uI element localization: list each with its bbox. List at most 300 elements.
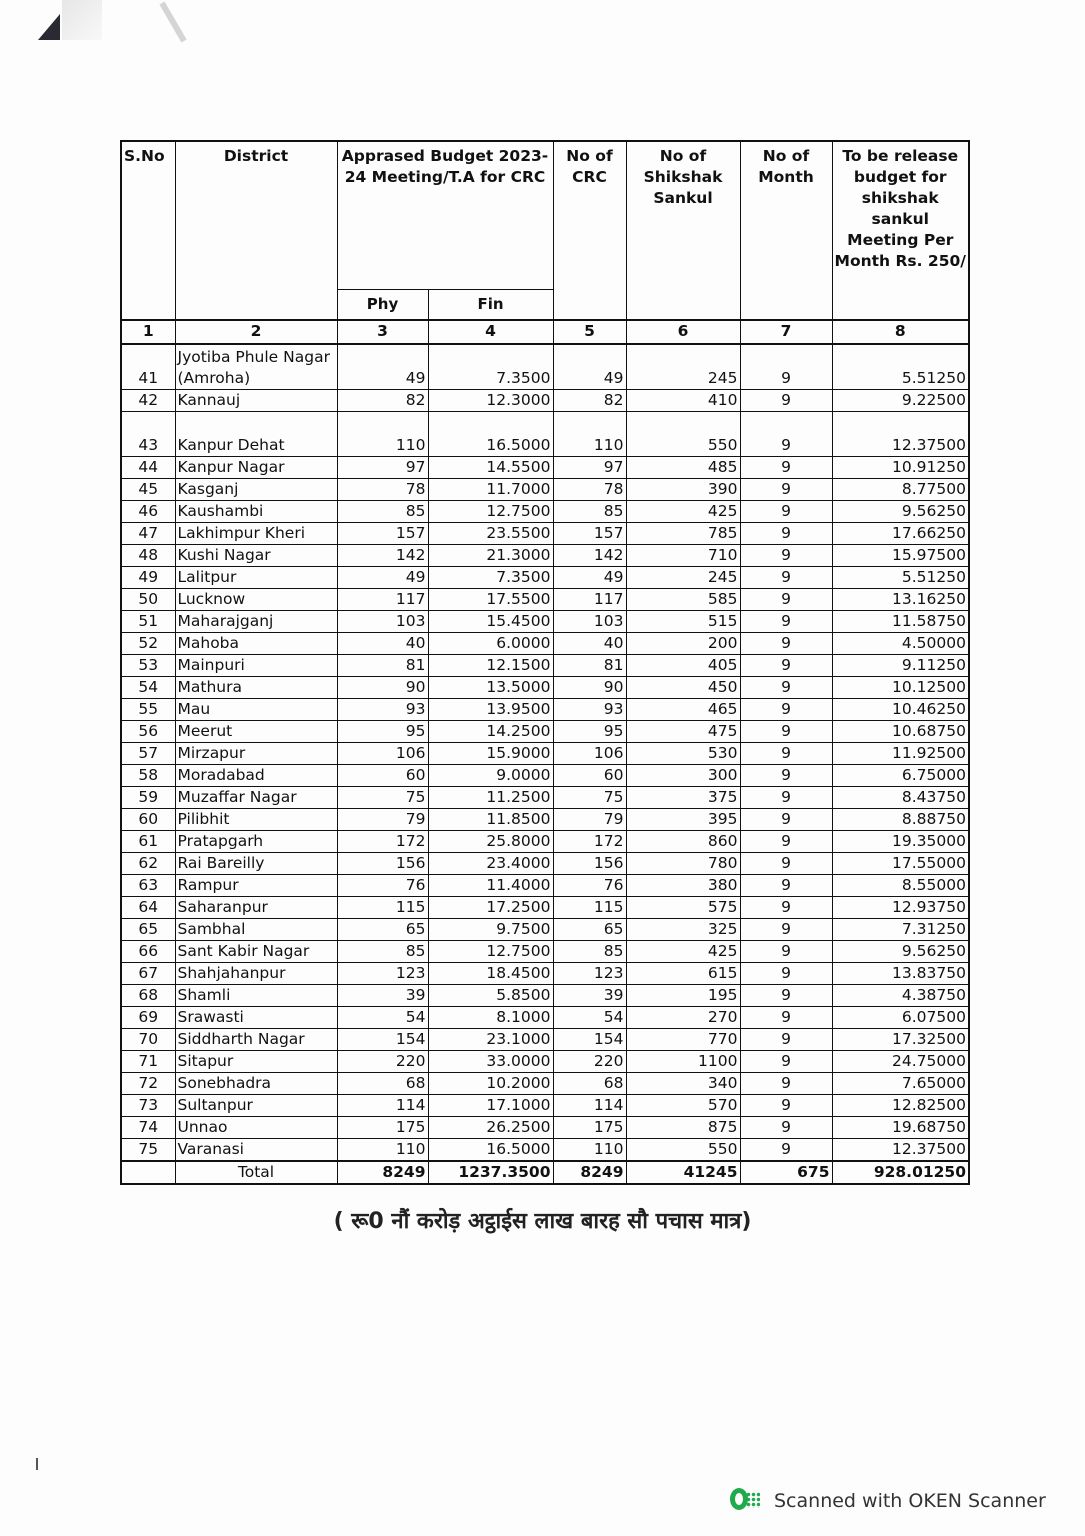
cell-phy: 54 xyxy=(337,1006,428,1028)
total-release: 928.01250 xyxy=(832,1161,969,1184)
cell-month: 9 xyxy=(740,478,832,500)
cell-month: 9 xyxy=(740,500,832,522)
cell-crc: 110 xyxy=(553,1138,626,1161)
cell-month: 9 xyxy=(740,1116,832,1138)
cell-sno: 65 xyxy=(121,918,175,940)
cell-phy: 220 xyxy=(337,1050,428,1072)
cell-sankul: 405 xyxy=(626,654,740,676)
cell-month: 9 xyxy=(740,411,832,456)
header-no-of-shikshak-sankul: No of Shikshak Sankul xyxy=(626,141,740,320)
scan-artifact-corner xyxy=(38,14,60,40)
table-row xyxy=(121,1116,969,1138)
cell-release: 12.37500 xyxy=(832,411,969,456)
cell-phy: 115 xyxy=(337,896,428,918)
cell-release: 10.12500 xyxy=(832,676,969,698)
total-label: Total xyxy=(175,1161,337,1184)
cell-district: Meerut xyxy=(175,720,337,742)
cell-sno: 42 xyxy=(121,389,175,411)
cell-sankul: 395 xyxy=(626,808,740,830)
cell-sno: 70 xyxy=(121,1028,175,1050)
cell-release: 19.35000 xyxy=(832,830,969,852)
cell-month: 9 xyxy=(740,610,832,632)
cell-sno: 53 xyxy=(121,654,175,676)
cell-month: 9 xyxy=(740,676,832,698)
cell-sno: 62 xyxy=(121,852,175,874)
cell-release: 24.75000 xyxy=(832,1050,969,1072)
table-row xyxy=(121,1138,969,1161)
cell-sno: 55 xyxy=(121,698,175,720)
cell-release: 17.32500 xyxy=(832,1028,969,1050)
cell-crc: 172 xyxy=(553,830,626,852)
cell-month: 9 xyxy=(740,456,832,478)
cell-district: Unnao xyxy=(175,1116,337,1138)
cell-sankul: 425 xyxy=(626,940,740,962)
cell-district: Kasganj xyxy=(175,478,337,500)
cell-release: 10.91250 xyxy=(832,456,969,478)
cell-sno: 41 xyxy=(121,344,175,390)
cell-sankul: 270 xyxy=(626,1006,740,1028)
cell-month: 9 xyxy=(740,1094,832,1116)
column-number: 2 xyxy=(175,320,337,344)
cell-crc: 75 xyxy=(553,786,626,808)
cell-phy: 114 xyxy=(337,1094,428,1116)
cell-phy: 39 xyxy=(337,984,428,1006)
cell-crc: 82 xyxy=(553,389,626,411)
cell-phy: 117 xyxy=(337,588,428,610)
cell-release: 17.66250 xyxy=(832,522,969,544)
cell-phy: 76 xyxy=(337,874,428,896)
cell-sno: 51 xyxy=(121,610,175,632)
cell-month: 9 xyxy=(740,896,832,918)
cell-district: Mathura xyxy=(175,676,337,698)
cell-release: 12.93750 xyxy=(832,896,969,918)
table-row xyxy=(121,742,969,764)
cell-crc: 68 xyxy=(553,1072,626,1094)
cell-month: 9 xyxy=(740,566,832,588)
header-fin: Fin xyxy=(428,289,553,320)
table-row xyxy=(121,1050,969,1072)
cell-crc: 117 xyxy=(553,588,626,610)
table-row xyxy=(121,344,969,390)
header-no-of-month: No of Month xyxy=(740,141,832,320)
cell-sno: 47 xyxy=(121,522,175,544)
cell-crc: 110 xyxy=(553,411,626,456)
cell-crc: 175 xyxy=(553,1116,626,1138)
cell-release: 9.56250 xyxy=(832,940,969,962)
amount-in-words: ( रू0 नौं करोड़ अट्ठाईस लाख बारह सौ पचास मात्र) xyxy=(333,1209,752,1234)
cell-sankul: 710 xyxy=(626,544,740,566)
cell-month: 9 xyxy=(740,742,832,764)
table-row xyxy=(121,1028,969,1050)
cell-fin: 8.1000 xyxy=(428,1006,553,1028)
cell-sankul: 375 xyxy=(626,786,740,808)
cell-sankul: 860 xyxy=(626,830,740,852)
cell-month: 9 xyxy=(740,1006,832,1028)
cell-release: 17.55000 xyxy=(832,852,969,874)
cell-fin: 17.2500 xyxy=(428,896,553,918)
cell-district: Lucknow xyxy=(175,588,337,610)
cell-month: 9 xyxy=(740,720,832,742)
cell-district: Rai Bareilly xyxy=(175,852,337,874)
table-row xyxy=(121,676,969,698)
cell-sno: 68 xyxy=(121,984,175,1006)
table-row xyxy=(121,389,969,411)
cell-release: 6.75000 xyxy=(832,764,969,786)
cell-sankul: 425 xyxy=(626,500,740,522)
cell-release: 8.43750 xyxy=(832,786,969,808)
cell-phy: 172 xyxy=(337,830,428,852)
cell-sno: 71 xyxy=(121,1050,175,1072)
cell-sankul: 485 xyxy=(626,456,740,478)
cell-sno: 45 xyxy=(121,478,175,500)
cell-month: 9 xyxy=(740,808,832,830)
scanner-text: Scanned with OKEN Scanner xyxy=(774,1490,1046,1512)
cell-release: 6.07500 xyxy=(832,1006,969,1028)
cell-month: 9 xyxy=(740,852,832,874)
header-phy: Phy xyxy=(337,289,428,320)
cell-phy: 142 xyxy=(337,544,428,566)
cell-month: 9 xyxy=(740,1072,832,1094)
cell-release: 19.68750 xyxy=(832,1116,969,1138)
cell-sankul: 195 xyxy=(626,984,740,1006)
cell-phy: 85 xyxy=(337,940,428,962)
cell-district: Kushi Nagar xyxy=(175,544,337,566)
cell-sno: 72 xyxy=(121,1072,175,1094)
cell-district: Mahoba xyxy=(175,632,337,654)
cell-month: 9 xyxy=(740,830,832,852)
cell-sankul: 1100 xyxy=(626,1050,740,1072)
cell-sankul: 410 xyxy=(626,389,740,411)
cell-sankul: 570 xyxy=(626,1094,740,1116)
cell-month: 9 xyxy=(740,786,832,808)
cell-crc: 97 xyxy=(553,456,626,478)
cell-month: 9 xyxy=(740,544,832,566)
cell-crc: 78 xyxy=(553,478,626,500)
cell-sno: 50 xyxy=(121,588,175,610)
cell-district: Saharanpur xyxy=(175,896,337,918)
cell-sankul: 785 xyxy=(626,522,740,544)
cell-month: 9 xyxy=(740,344,832,390)
cell-fin: 7.3500 xyxy=(428,566,553,588)
cell-fin: 11.8500 xyxy=(428,808,553,830)
cell-fin: 33.0000 xyxy=(428,1050,553,1072)
cell-sankul: 585 xyxy=(626,588,740,610)
cell-month: 9 xyxy=(740,940,832,962)
column-number: 7 xyxy=(740,320,832,344)
cell-crc: 85 xyxy=(553,940,626,962)
cell-district: Kanpur Nagar xyxy=(175,456,337,478)
cell-crc: 106 xyxy=(553,742,626,764)
column-number: 8 xyxy=(832,320,969,344)
cell-month: 9 xyxy=(740,654,832,676)
cell-sankul: 300 xyxy=(626,764,740,786)
cell-release: 9.11250 xyxy=(832,654,969,676)
cell-district: Maharajganj xyxy=(175,610,337,632)
cell-sno: 59 xyxy=(121,786,175,808)
cell-district: Mainpuri xyxy=(175,654,337,676)
cell-phy: 95 xyxy=(337,720,428,742)
column-number: 3 xyxy=(337,320,428,344)
cell-phy: 154 xyxy=(337,1028,428,1050)
table-row xyxy=(121,918,969,940)
cell-district: Srawasti xyxy=(175,1006,337,1028)
cell-sankul: 200 xyxy=(626,632,740,654)
cell-sno: 69 xyxy=(121,1006,175,1028)
table-row xyxy=(121,478,969,500)
header-release-budget: To be release budget for shikshak sankul Meeting Per Month Rs. 250/ xyxy=(832,141,969,320)
cell-fin: 12.3000 xyxy=(428,389,553,411)
cell-sankul: 380 xyxy=(626,874,740,896)
column-number-row xyxy=(121,320,969,344)
total-phy: 8249 xyxy=(337,1161,428,1184)
cell-phy: 65 xyxy=(337,918,428,940)
cell-phy: 93 xyxy=(337,698,428,720)
cell-phy: 68 xyxy=(337,1072,428,1094)
cell-fin: 12.7500 xyxy=(428,500,553,522)
cell-crc: 103 xyxy=(553,610,626,632)
cell-crc: 157 xyxy=(553,522,626,544)
header-no-of-crc: No of CRC xyxy=(553,141,626,320)
cell-fin: 14.2500 xyxy=(428,720,553,742)
cell-sno: 43 xyxy=(121,411,175,456)
cell-fin: 26.2500 xyxy=(428,1116,553,1138)
cell-crc: 54 xyxy=(553,1006,626,1028)
cell-sankul: 550 xyxy=(626,411,740,456)
cell-district: Sonebhadra xyxy=(175,1072,337,1094)
cell-release: 11.58750 xyxy=(832,610,969,632)
cell-sankul: 530 xyxy=(626,742,740,764)
cell-phy: 90 xyxy=(337,676,428,698)
cell-phy: 110 xyxy=(337,411,428,456)
cell-month: 9 xyxy=(740,522,832,544)
cell-phy: 156 xyxy=(337,852,428,874)
table-row xyxy=(121,500,969,522)
cell-district: Mirzapur xyxy=(175,742,337,764)
table-row xyxy=(121,522,969,544)
cell-crc: 76 xyxy=(553,874,626,896)
cell-sankul: 245 xyxy=(626,566,740,588)
scan-artifact-streak xyxy=(159,1,186,42)
cell-crc: 85 xyxy=(553,500,626,522)
cell-fin: 6.0000 xyxy=(428,632,553,654)
cell-sankul: 780 xyxy=(626,852,740,874)
cell-fin: 17.1000 xyxy=(428,1094,553,1116)
cell-fin: 15.9000 xyxy=(428,742,553,764)
cell-sankul: 390 xyxy=(626,478,740,500)
cell-district: Jyotiba Phule Nagar (Amroha) xyxy=(175,344,337,390)
cell-fin: 16.5000 xyxy=(428,1138,553,1161)
cell-district: Moradabad xyxy=(175,764,337,786)
cell-phy: 85 xyxy=(337,500,428,522)
table-body xyxy=(121,320,969,1161)
cell-sankul: 325 xyxy=(626,918,740,940)
cell-phy: 81 xyxy=(337,654,428,676)
cell-fin: 10.2000 xyxy=(428,1072,553,1094)
cell-fin: 15.4500 xyxy=(428,610,553,632)
cell-sno: 63 xyxy=(121,874,175,896)
cell-district: Sant Kabir Nagar xyxy=(175,940,337,962)
table-row xyxy=(121,940,969,962)
cell-sankul: 875 xyxy=(626,1116,740,1138)
cell-sankul: 515 xyxy=(626,610,740,632)
cell-release: 10.46250 xyxy=(832,698,969,720)
cell-crc: 156 xyxy=(553,852,626,874)
cell-release: 11.92500 xyxy=(832,742,969,764)
cell-district: Kanpur Dehat xyxy=(175,411,337,456)
cell-phy: 82 xyxy=(337,389,428,411)
cell-crc: 95 xyxy=(553,720,626,742)
cell-fin: 9.0000 xyxy=(428,764,553,786)
table-row xyxy=(121,654,969,676)
table-row xyxy=(121,896,969,918)
cell-crc: 93 xyxy=(553,698,626,720)
total-fin: 1237.3500 xyxy=(428,1161,553,1184)
budget-table xyxy=(120,140,970,1185)
cell-district: Varanasi xyxy=(175,1138,337,1161)
cell-fin: 17.5500 xyxy=(428,588,553,610)
table-row xyxy=(121,830,969,852)
cell-sankul: 465 xyxy=(626,698,740,720)
total-sno-cell xyxy=(121,1161,175,1184)
cell-phy: 175 xyxy=(337,1116,428,1138)
cell-crc: 114 xyxy=(553,1094,626,1116)
cell-district: Siddharth Nagar xyxy=(175,1028,337,1050)
cell-release: 9.22500 xyxy=(832,389,969,411)
cell-phy: 75 xyxy=(337,786,428,808)
cell-fin: 25.8000 xyxy=(428,830,553,852)
cell-sno: 54 xyxy=(121,676,175,698)
table-row xyxy=(121,786,969,808)
column-number: 4 xyxy=(428,320,553,344)
total-month: 675 xyxy=(740,1161,832,1184)
cell-sankul: 575 xyxy=(626,896,740,918)
cell-phy: 97 xyxy=(337,456,428,478)
cell-phy: 78 xyxy=(337,478,428,500)
cell-release: 8.77500 xyxy=(832,478,969,500)
cell-crc: 79 xyxy=(553,808,626,830)
total-crc: 8249 xyxy=(553,1161,626,1184)
table-row xyxy=(121,984,969,1006)
table-row xyxy=(121,411,969,456)
cell-district: Lakhimpur Kheri xyxy=(175,522,337,544)
cell-sno: 46 xyxy=(121,500,175,522)
cell-sno: 58 xyxy=(121,764,175,786)
cell-sno: 52 xyxy=(121,632,175,654)
cell-sno: 49 xyxy=(121,566,175,588)
cell-phy: 49 xyxy=(337,566,428,588)
cell-release: 4.38750 xyxy=(832,984,969,1006)
table-row xyxy=(121,852,969,874)
cell-crc: 49 xyxy=(553,344,626,390)
cell-sno: 61 xyxy=(121,830,175,852)
cell-fin: 13.5000 xyxy=(428,676,553,698)
cell-release: 7.65000 xyxy=(832,1072,969,1094)
cell-district: Rampur xyxy=(175,874,337,896)
cell-phy: 60 xyxy=(337,764,428,786)
cell-crc: 154 xyxy=(553,1028,626,1050)
cell-phy: 49 xyxy=(337,344,428,390)
cell-fin: 18.4500 xyxy=(428,962,553,984)
cell-fin: 12.1500 xyxy=(428,654,553,676)
cell-fin: 23.5500 xyxy=(428,522,553,544)
cell-release: 13.83750 xyxy=(832,962,969,984)
cell-crc: 40 xyxy=(553,632,626,654)
cell-fin: 21.3000 xyxy=(428,544,553,566)
cell-district: Shamli xyxy=(175,984,337,1006)
cell-sankul: 340 xyxy=(626,1072,740,1094)
header-sno: S.No xyxy=(121,141,175,320)
cell-district: Kannauj xyxy=(175,389,337,411)
cell-release: 15.97500 xyxy=(832,544,969,566)
table-row xyxy=(121,544,969,566)
cell-release: 12.82500 xyxy=(832,1094,969,1116)
cell-month: 9 xyxy=(740,1138,832,1161)
cell-district: Sambhal xyxy=(175,918,337,940)
cell-release: 9.56250 xyxy=(832,500,969,522)
cell-fin: 11.7000 xyxy=(428,478,553,500)
cell-month: 9 xyxy=(740,588,832,610)
cell-month: 9 xyxy=(740,389,832,411)
cell-sankul: 550 xyxy=(626,1138,740,1161)
cell-crc: 39 xyxy=(553,984,626,1006)
cell-district: Pilibhit xyxy=(175,808,337,830)
cell-release: 8.88750 xyxy=(832,808,969,830)
cell-month: 9 xyxy=(740,962,832,984)
column-number: 5 xyxy=(553,320,626,344)
cell-phy: 110 xyxy=(337,1138,428,1161)
cell-month: 9 xyxy=(740,632,832,654)
column-number: 6 xyxy=(626,320,740,344)
cell-month: 9 xyxy=(740,764,832,786)
table-row xyxy=(121,610,969,632)
cell-crc: 123 xyxy=(553,962,626,984)
cell-sno: 66 xyxy=(121,940,175,962)
cell-fin: 13.9500 xyxy=(428,698,553,720)
cell-release: 4.50000 xyxy=(832,632,969,654)
cell-sno: 75 xyxy=(121,1138,175,1161)
cell-fin: 9.7500 xyxy=(428,918,553,940)
column-number: 1 xyxy=(121,320,175,344)
cell-month: 9 xyxy=(740,698,832,720)
cell-crc: 115 xyxy=(553,896,626,918)
cell-district: Sitapur xyxy=(175,1050,337,1072)
cell-district: Shahjahanpur xyxy=(175,962,337,984)
table-row xyxy=(121,456,969,478)
cell-sno: 67 xyxy=(121,962,175,984)
cell-sankul: 615 xyxy=(626,962,740,984)
cell-district: Kaushambi xyxy=(175,500,337,522)
table-row xyxy=(121,1006,969,1028)
cell-fin: 5.8500 xyxy=(428,984,553,1006)
cell-sankul: 450 xyxy=(626,676,740,698)
cell-crc: 142 xyxy=(553,544,626,566)
cell-crc: 65 xyxy=(553,918,626,940)
table-row xyxy=(121,1072,969,1094)
cell-sno: 74 xyxy=(121,1116,175,1138)
cell-crc: 49 xyxy=(553,566,626,588)
cell-phy: 79 xyxy=(337,808,428,830)
scanner-watermark xyxy=(730,1486,1046,1516)
cell-district: Muzaffar Nagar xyxy=(175,786,337,808)
cell-district: Sultanpur xyxy=(175,1094,337,1116)
cell-sankul: 770 xyxy=(626,1028,740,1050)
cell-sno: 64 xyxy=(121,896,175,918)
cell-month: 9 xyxy=(740,1050,832,1072)
cell-fin: 11.4000 xyxy=(428,874,553,896)
cell-fin: 16.5000 xyxy=(428,411,553,456)
cell-fin: 7.3500 xyxy=(428,344,553,390)
cell-phy: 106 xyxy=(337,742,428,764)
